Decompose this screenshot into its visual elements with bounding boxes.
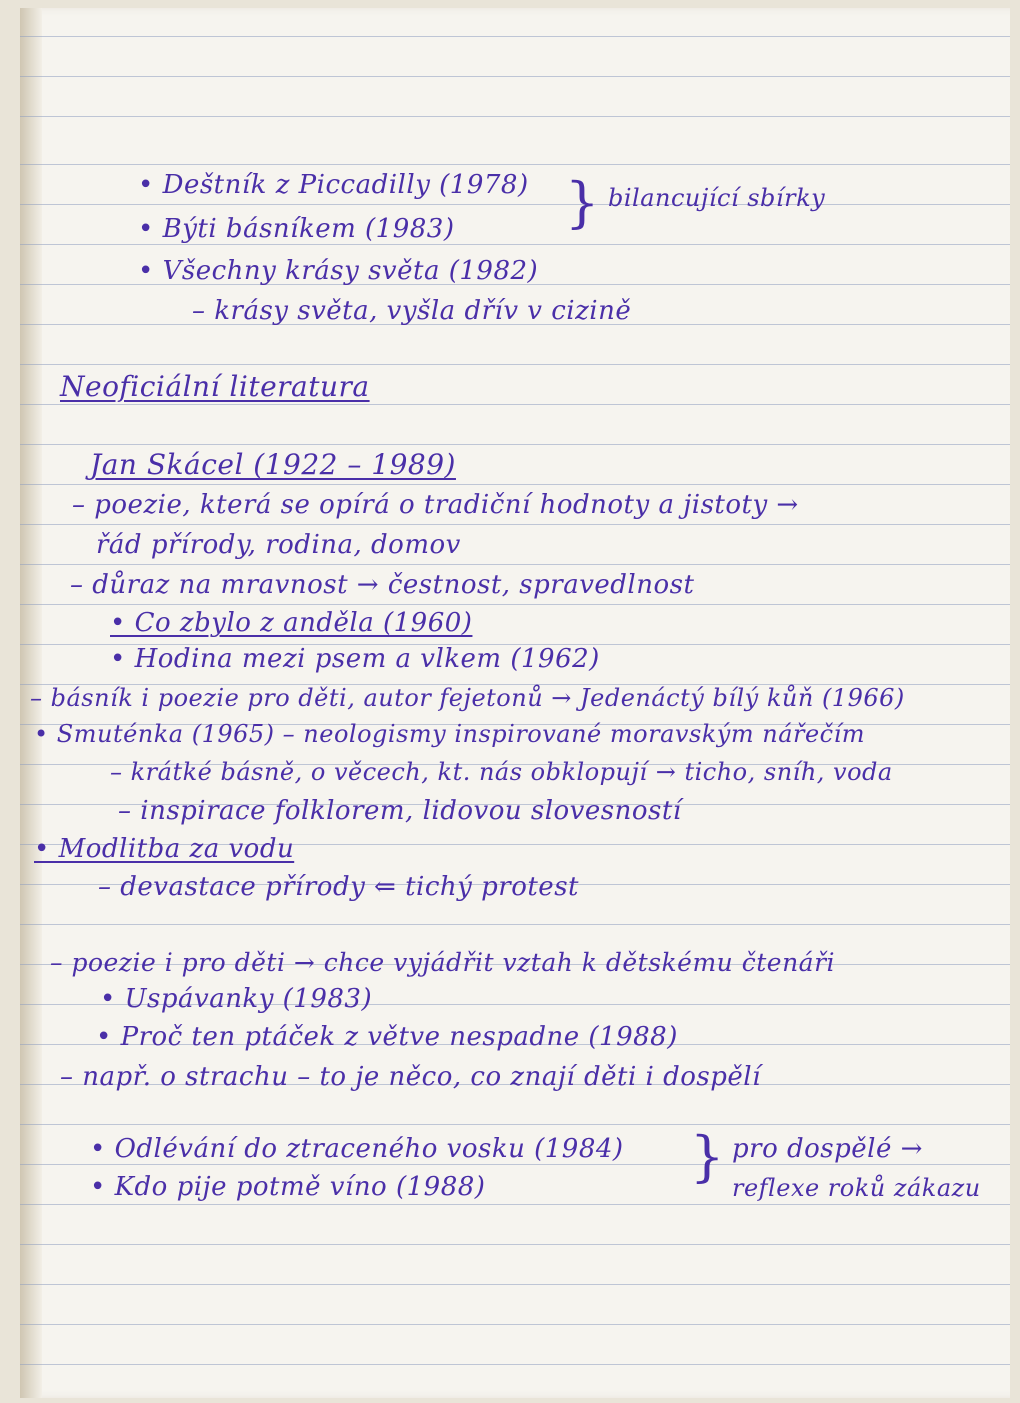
- note-annotation: reflexe roků zákazu: [732, 1174, 981, 1202]
- ruled-line: [20, 1324, 1010, 1325]
- ruled-line: [20, 1204, 1010, 1205]
- note-line: • Odlévání do ztraceného vosku (1984): [90, 1134, 624, 1164]
- note-line: – inspirace folklorem, lidovou slovesností: [118, 796, 682, 826]
- author-heading: Jan Skácel (1922 – 1989): [90, 448, 456, 481]
- ruled-line: [20, 164, 1010, 165]
- ruled-line: [20, 564, 1010, 565]
- note-line: • Modlitba za vodu: [34, 834, 295, 864]
- note-line: • Smuténka (1965) – neologismy inspirované moravským nářečím: [34, 720, 866, 748]
- ruled-line: [20, 604, 1010, 605]
- ruled-line: [20, 484, 1010, 485]
- note-line: • Hodina mezi psem a vlkem (1962): [110, 644, 600, 674]
- note-line: – krásy světa, vyšla dřív v cizině: [192, 296, 632, 326]
- ruled-line: [20, 1244, 1010, 1245]
- note-line: – básník i poezie pro děti, autor fejetonů → Jedenáctý bílý kůň (1966): [30, 684, 905, 712]
- ruled-line: [20, 1164, 1010, 1165]
- note-line: • Uspávanky (1983): [100, 984, 373, 1014]
- brace-mark: }: [565, 171, 600, 234]
- note-line: – devastace přírody ⇐ tichý protest: [98, 872, 579, 902]
- note-line: • Deštník z Piccadilly (1978): [138, 170, 529, 200]
- ruled-line: [20, 36, 1010, 37]
- note-annotation: pro dospělé →: [732, 1134, 923, 1164]
- note-line: – krátké básně, o věcech, kt. nás obklopují → ticho, sníh, voda: [110, 758, 893, 786]
- ruled-line: [20, 116, 1010, 117]
- ruled-line: [20, 244, 1010, 245]
- notebook-page: [20, 8, 1010, 1398]
- ruled-line: [20, 404, 1010, 405]
- note-line: – důraz na mravnost → čestnost, spravedlnost: [70, 570, 695, 600]
- ruled-line: [20, 1124, 1010, 1125]
- brace-mark: }: [690, 1125, 725, 1188]
- ruled-line: [20, 204, 1010, 205]
- ruled-line: [20, 76, 1010, 77]
- note-line: řád přírody, rodina, domov: [96, 530, 461, 560]
- ruled-line: [20, 924, 1010, 925]
- section-heading: Neoficiální literatura: [60, 370, 370, 403]
- note-line: • Všechny krásy světa (1982): [138, 256, 539, 286]
- ruled-line: [20, 1364, 1010, 1365]
- ruled-line: [20, 444, 1010, 445]
- note-annotation: bilancující sbírky: [608, 184, 826, 212]
- ruled-line: [20, 524, 1010, 525]
- note-line: • Co zbylo z anděla (1960): [110, 608, 473, 638]
- note-line: • Proč ten ptáček z větve nespadne (1988): [96, 1022, 678, 1052]
- note-line: – např. o strachu – to je něco, co znají děti i dospělí: [60, 1062, 761, 1092]
- note-line: – poezie i pro děti → chce vyjádřit vztah k dětskému čtenáři: [50, 948, 836, 977]
- note-line: – poezie, která se opírá o tradiční hodnoty a jistoty →: [72, 490, 799, 520]
- note-line: • Býti básníkem (1983): [138, 214, 455, 244]
- ruled-line: [20, 1284, 1010, 1285]
- note-line: • Kdo pije potmě víno (1988): [90, 1172, 486, 1202]
- ruled-line: [20, 364, 1010, 365]
